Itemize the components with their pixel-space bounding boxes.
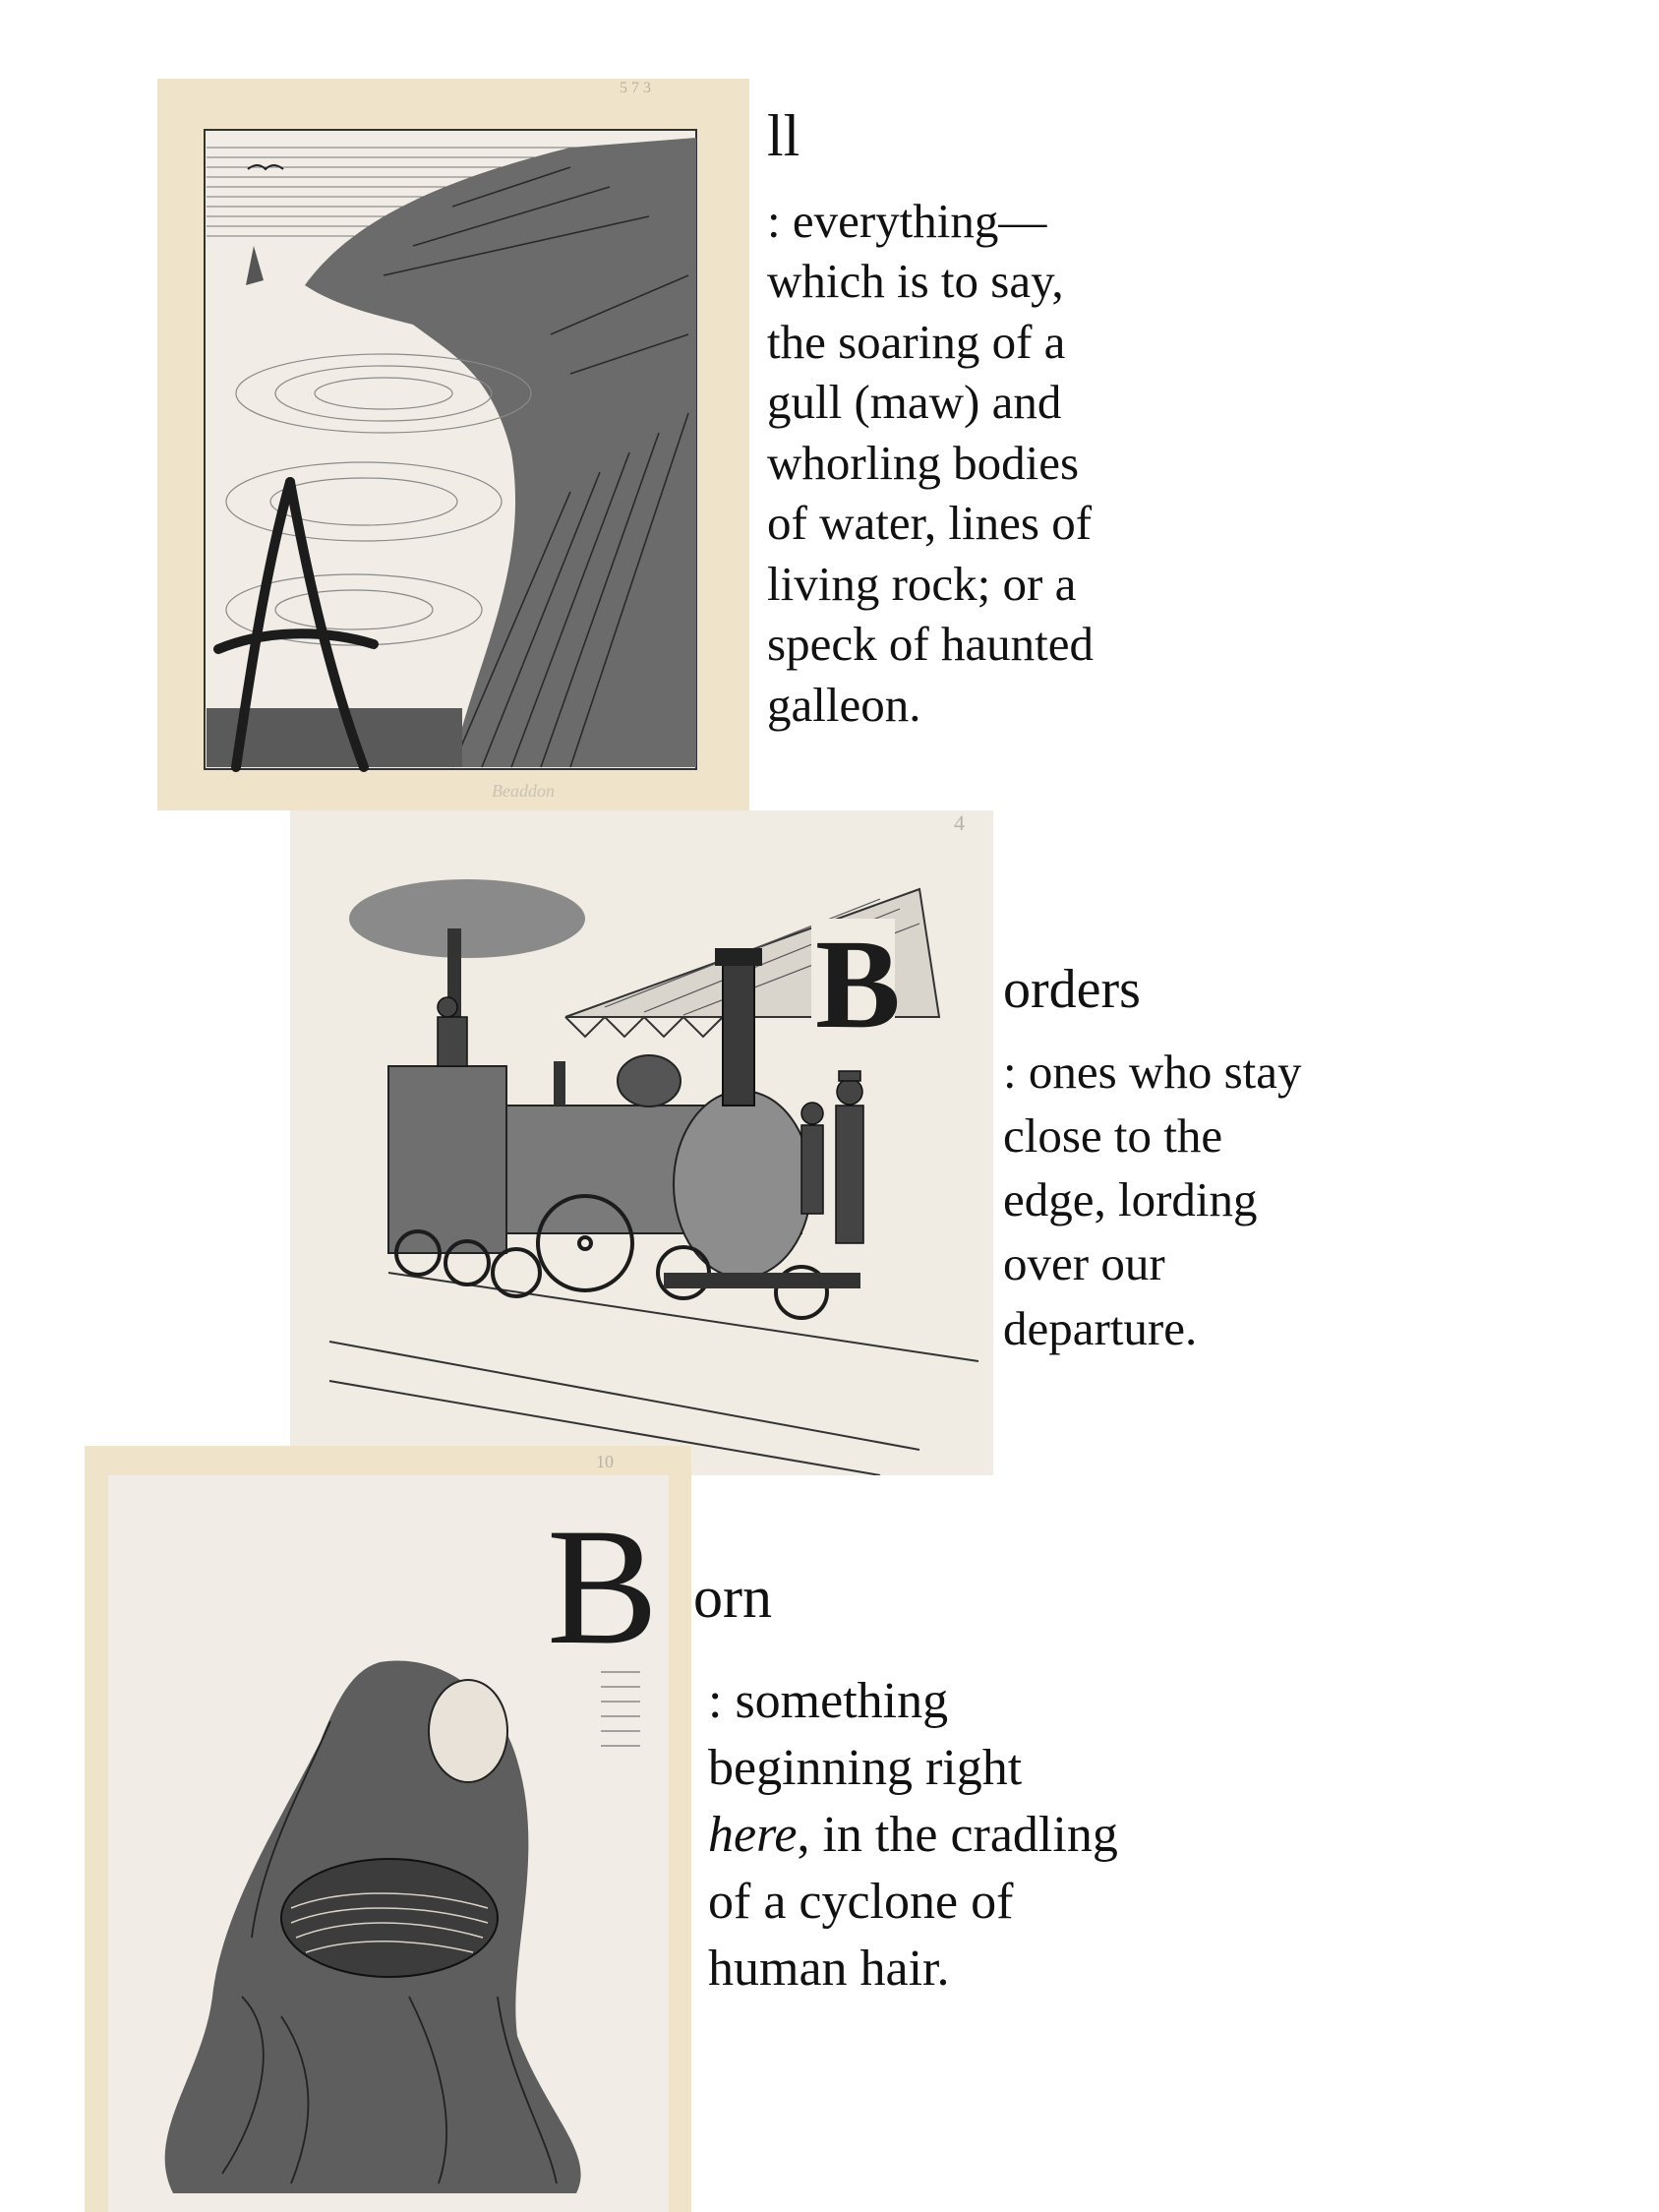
entry-a-line: living rock; or a: [767, 556, 1077, 611]
svg-text:B: B: [815, 914, 901, 1055]
entry-a-line: : everything—: [767, 194, 1047, 248]
locomotive-engraving-image: [290, 810, 993, 1475]
entry-b-line: close to the: [1003, 1108, 1223, 1164]
entry-a-definition: [767, 191, 1094, 735]
entry-b-line: : ones who stay: [1003, 1045, 1302, 1099]
entry-a-line: speck of haunted: [767, 617, 1094, 672]
plate-b-hair: [85, 1446, 691, 2212]
svg-text:10: 10: [596, 1452, 614, 1471]
entry-b-word: orders: [1003, 959, 1141, 1020]
entry-c-line: of a cyclone of: [708, 1874, 1014, 1931]
entry-a-line: whorling bodies: [767, 435, 1080, 490]
entry-a-word: ll: [767, 103, 800, 168]
plate-a-cliffs: [157, 79, 749, 810]
entry-b-line: edge, lording: [1003, 1172, 1258, 1227]
entry-c-line: : something: [708, 1673, 949, 1729]
svg-text:B: B: [547, 1494, 659, 1679]
cliffs-engraving-image: [157, 79, 749, 810]
entry-a-line: of water, lines of: [767, 496, 1093, 551]
entry-c-emphasis: here: [708, 1807, 798, 1864]
entry-c-line: [708, 1802, 1118, 1869]
plate-b-locomotive: [290, 810, 993, 1475]
svg-text:Beaddon: Beaddon: [492, 781, 555, 801]
entry-b-definition: [1003, 1040, 1302, 1360]
svg-text:4: 4: [954, 810, 965, 835]
entry-a-line: galleon.: [767, 677, 921, 732]
entry-a-line: the soaring of a: [767, 314, 1066, 369]
entry-b-line: over our: [1003, 1236, 1165, 1291]
entry-c-definition: [708, 1668, 1118, 2003]
entry-c-line: beginning right: [708, 1740, 1023, 1797]
entry-a-line: which is to say,: [767, 254, 1064, 309]
svg-text:5 7 3: 5 7 3: [620, 80, 651, 96]
entry-c-word: orn: [693, 1565, 772, 1630]
entry-b-line: departure.: [1003, 1300, 1198, 1355]
entry-c-line: human hair.: [708, 1941, 950, 1998]
entry-c-line-rest: , in the cradling: [797, 1807, 1118, 1864]
woman-hair-engraving-image: [85, 1446, 691, 2212]
entry-a-line: gull (maw) and: [767, 375, 1062, 430]
